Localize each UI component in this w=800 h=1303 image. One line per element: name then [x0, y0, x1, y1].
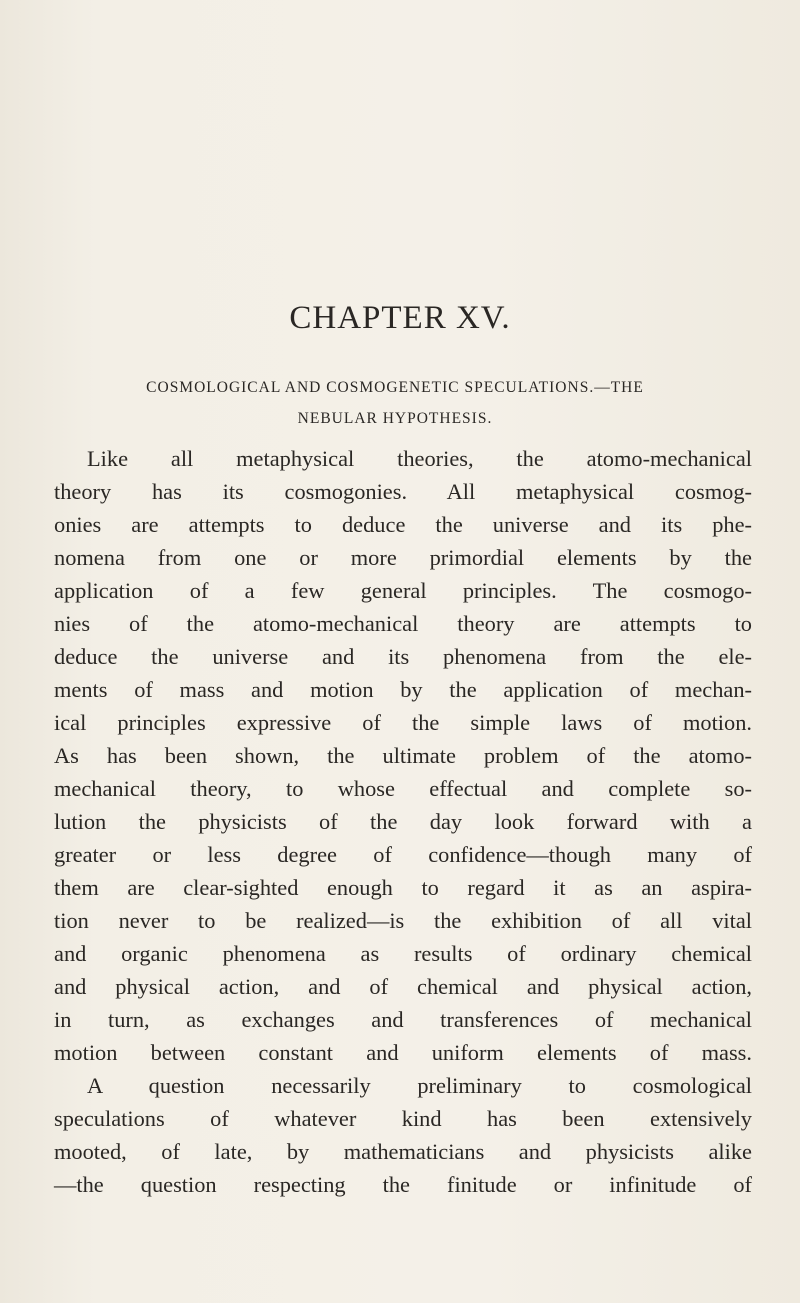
text-line: motion between constant and uniform elements of mass.	[54, 1040, 752, 1065]
text-line: nomena from one or more primordial elements by the	[54, 545, 752, 570]
text-line: As has been shown, the ultimate problem of the atomo-	[54, 743, 752, 768]
subtitle-line-2: NEBULAR HYPOTHESIS.	[297, 410, 493, 427]
text-line: mechanical theory, to whose effectual and complete so-	[54, 776, 752, 801]
text-line: onies are attempts to deduce the universe and its phe-	[54, 512, 752, 537]
text-line: A question necessarily preliminary to cosmological	[87, 1073, 752, 1098]
text-line: and physical action, and of chemical and physical action,	[54, 974, 752, 999]
text-line: deduce the universe and its phenomena from the ele-	[54, 644, 752, 669]
text-line: speculations of whatever kind has been extensively	[54, 1106, 752, 1131]
subtitle-line-1: COSMOLOGICAL AND COSMOGENETIC SPECULATIONS.—THE	[146, 379, 644, 396]
text-line: nies of the atomo-mechanical theory are attempts to	[54, 611, 752, 636]
text-line: Like all metaphysical theories, the atomo-mechanical	[87, 446, 752, 471]
chapter-title: CHAPTER XV.	[289, 300, 511, 336]
text-line: tion never to be realized—is the exhibition of all vital	[54, 908, 752, 933]
text-line: mooted, of late, by mathematicians and physicists alike	[54, 1139, 752, 1164]
text-line: lution the physicists of the day look forward with a	[54, 809, 752, 834]
text-line: in turn, as exchanges and transferences of mechanical	[54, 1007, 752, 1032]
text-line: greater or less degree of confidence—though many of	[54, 842, 752, 867]
chapter-subtitle	[75, 372, 715, 434]
body-text	[54, 442, 752, 1201]
text-line: them are clear-sighted enough to regard it as an aspira-	[54, 875, 752, 900]
text-line: —the question respecting the finitude or infinitude of	[54, 1172, 752, 1197]
text-line: ical principles expressive of the simple laws of motion.	[54, 710, 752, 735]
text-line: ments of mass and motion by the application of mechan-	[54, 677, 752, 702]
text-line: theory has its cosmogonies. All metaphysical cosmog-	[54, 479, 752, 504]
text-line: application of a few general principles. The cosmogo-	[54, 578, 752, 603]
text-line: and organic phenomena as results of ordinary chemical	[54, 941, 752, 966]
